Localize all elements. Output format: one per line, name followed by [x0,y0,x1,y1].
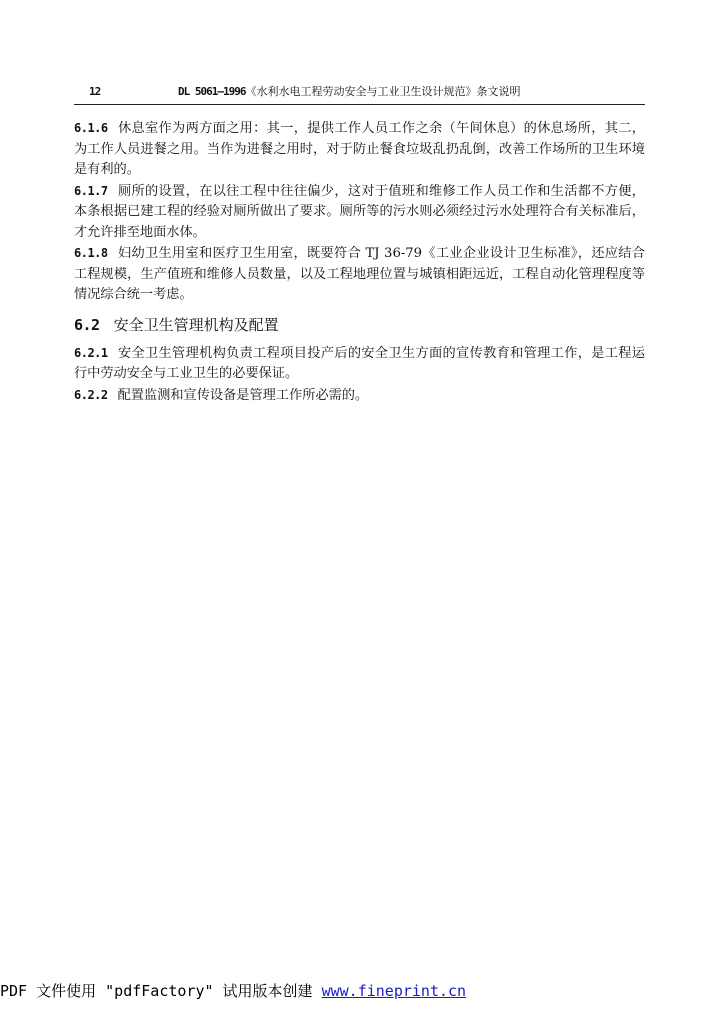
clause-text: 妇幼卫生用室和医疗卫生用室，既要符合 TJ 36-79《工业企业设计卫生标准》，还应结合工程规模，生产值班和维修人员数量，以及工程地理位置与城镇相距远近，工程自动化管理程度等情况综合统一考虑。 [74,246,645,302]
clause-number: 6.1.6 [74,121,108,135]
clause-6-1-7 [74,181,645,244]
page-number: 12 [89,85,101,98]
clause-6-2-1 [74,343,645,385]
clause-number: 6.1.8 [74,246,108,260]
footer-text: PDF 文件使用 "pdfFactory" 试用版本创建 [0,982,322,1000]
section-number: 6.2 [74,315,100,334]
clause-text: 厕所的设置，在以往工程中往往偏少，这对于值班和维修工作人员工作和生活都不方便，本条根据已建工程的经验对厕所做出了要求。厕所等的污水则必须经过污水处理符合有关标准后，才允许排至地面水体。 [74,183,645,240]
clause-text: 安全卫生管理机构负责工程项目投产后的安全卫生方面的宣传教育和管理工作，是工程运行中劳动安全与工业卫生的必要保证。 [74,345,645,381]
standard-code: DL 5061—1996 [178,85,246,98]
section-heading [74,314,645,336]
clause-number: 6.2.1 [74,345,108,360]
clause-6-1-8 [74,243,645,306]
clause-6-1-6 [74,118,645,181]
clause-number: 6.1.7 [74,183,108,198]
document-body [74,118,645,406]
clause-6-2-2 [74,385,645,407]
standard-title: 《水利水电工程劳动安全与工业卫生设计规范》条文说明 [245,85,521,98]
fineprint-link[interactable]: www.fineprint.cn [321,982,467,1000]
running-title [178,82,520,102]
clause-text: 配置监测和宣传设备是管理工作所必需的。 [117,387,369,403]
clause-number: 6.2.2 [74,387,108,402]
section-title: 安全卫生管理机构及配置 [113,315,279,334]
pdf-footer [0,978,466,1004]
running-header [74,82,645,105]
clause-text: 休息室作为两方面之用：其一，提供工作人员工作之余（午间休息）的休息场所，其二，为工作人员进餐之用。当作为进餐之用时，对于防止餐食垃圾乱扔乱倒，改善工作场所的卫生环境是有利的。 [74,121,645,177]
